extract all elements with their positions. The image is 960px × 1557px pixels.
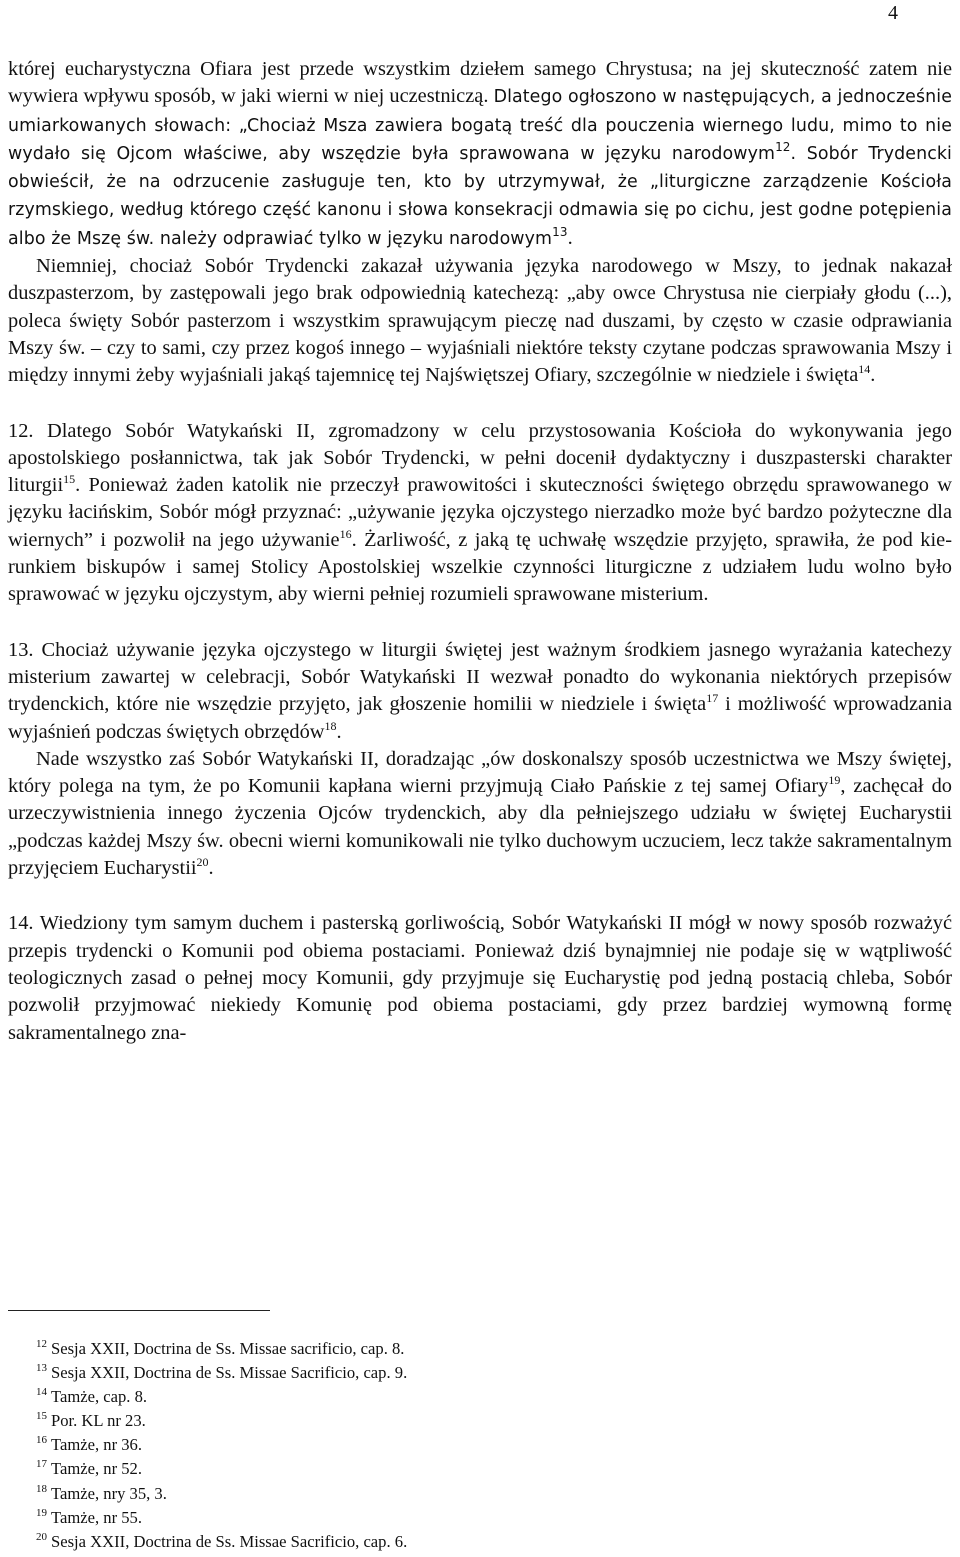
footnote-13	[36, 1361, 896, 1385]
paragraph-4-text-c: .	[336, 720, 342, 743]
footnote-19	[36, 1506, 896, 1530]
footnote-text: Tamże, nr 52.	[51, 1459, 142, 1479]
body-text	[8, 56, 952, 1047]
footnote-14	[36, 1385, 896, 1409]
footnote-ref-15: 15	[63, 472, 76, 487]
footnote-ref-16: 16	[339, 526, 352, 541]
footnote-ref-12: 12	[775, 139, 791, 154]
footnote-text: Tamże, cap. 8.	[51, 1387, 148, 1407]
footnote-15	[36, 1409, 896, 1433]
footnote-number: 12	[36, 1338, 47, 1350]
footnote-20	[36, 1530, 896, 1554]
paragraph-2-text-a: Niemniej, chociaż Sobór Trydencki zakazał używania języka narodowego w Mszy, to jednak nakazał duszpasterzom, by zastępowali jego brak odpowiednią katechezą: „aby owce Chrystusa nie cierpiały głodu (...), poleca święty Sobór pasterzom i wszystkim sprawującym pieczę nad duszami, by często w czasie odprawiania Mszy św. – czy to sami, czy przez kogoś innego – wyjaśniali niektóre teksty czytane podczas sprawowania Mszy i między innymi żeby wyjaśniali jakąś tajemnicę tej Najświętszej Ofiary, szczególnie w niedziele i święta	[8, 255, 952, 387]
paragraph-1-text-c: . Sobór Trydencki obwieścił, że na odrzucenie zasługuje ten, kto by utrzymywał, że „liturgiczne zarządzenie Kościoła rzymskiego, według którego część kanonu i słowa konsekracji odmawia się po cichu, jest godne potępienia albo że Mszę św. należy odprawiać tylko w języku narodowym	[8, 143, 952, 249]
footnote-number: 13	[36, 1362, 47, 1375]
footnotes	[36, 1337, 896, 1554]
paragraph-2-text-b: .	[870, 364, 876, 387]
page-number: 4	[888, 2, 898, 24]
footnote-ref-20: 20	[196, 855, 209, 870]
footnote-number: 19	[36, 1506, 47, 1519]
paragraph-3-text-a: 12. Dlatego Sobór Watykański II, zgromadzony w celu przystosowania Kościoła do wykonywania jego apostolskiego posłannictwa, tak jak Sobór Trydencki, w pełni docenił dydaktyczny i duszpasterski charakter liturgii	[8, 419, 952, 497]
paragraph-5-text-c: .	[208, 857, 214, 880]
footnote-18	[36, 1482, 896, 1506]
footnote-ref-18: 18	[324, 718, 337, 733]
footnote-ref-19: 19	[828, 773, 841, 788]
paragraph-3	[8, 418, 952, 609]
footnote-number: 20	[36, 1530, 47, 1543]
paragraph-1-text-d: .	[567, 226, 573, 249]
footnote-text: Sesja XXII, Doctrina de Ss. Missae Sacrificio, cap. 6.	[51, 1531, 408, 1551]
footnote-17	[36, 1457, 896, 1481]
footnote-text: Sesja XXII, Doctrina de Ss. Missae Sacrificio, cap. 9.	[51, 1363, 408, 1383]
footnote-ref-14: 14	[858, 362, 871, 377]
footnote-number: 16	[36, 1434, 47, 1447]
footnote-text: Por. KL nr 23.	[51, 1411, 146, 1431]
footnote-text: Sesja XXII, Doctrina de Ss. Missae sacrificio, cap. 8.	[51, 1339, 405, 1358]
footnote-12	[36, 1337, 896, 1361]
footnote-text: Tamże, nry 35, 3.	[51, 1483, 167, 1503]
footnote-text: Tamże, nr 36.	[51, 1435, 142, 1455]
footnote-number: 18	[36, 1482, 47, 1495]
paragraph-5-text-b: , zachęcał do urzeczywistnienia innego życzenia Ojców trydenckich, aby dla pełniejszego udziału w świętej Eucharystii „podczas każdej Mszy św. obecni wierni komunikowali nie tylko duchowym uczuciem, lecz także sakramentalnym przyjęciem Eucharystii	[8, 775, 952, 880]
paragraph-3-text-c: . Żarliwość, z jaką tę uchwałę wszędzie przyjęto, sprawiła, że pod kierunkiem biskupów i samej Stolicy Apostolskiej wszelkie czynności liturgiczne z udziałem ludu wolno było sprawować w języku ojczystym, aby wierni pełniej rozumieli sprawowane misterium.	[8, 528, 952, 606]
paragraph-6	[8, 910, 952, 1046]
footnote-text: Tamże, nr 55.	[51, 1507, 142, 1527]
paragraph-4-text-a: 13. Chociaż używanie języka ojczystego w liturgii świętej jest ważnym środkiem jasnego wyrażania katechezy misterium zawartej w celebracji, Sobór Watykański II wezwał ponadto do wykonania niektórych przepisów trydenckich, które nie wszędzie przyjęto, jak głoszenie homilii w niedziele i święta	[8, 638, 952, 716]
footnote-number: 17	[36, 1458, 47, 1471]
paragraph-1	[8, 56, 952, 253]
paragraph-1-text-b	[8, 87, 952, 248]
footnote-ref-17: 17	[706, 691, 719, 706]
paragraph-4	[8, 637, 952, 746]
footnote-ref-13: 13	[552, 224, 568, 239]
paragraph-1-text-a: której eucharystyczna Ofiara jest przede wszystkim dziełem samego Chrystusa; na jej skuteczność zatem nie wywiera wpływu sposób, w jaki wierni w niej uczestniczą.	[8, 58, 952, 108]
paragraph-6-text-a: 14. Wiedziony tym samym duchem i pasterską gorliwością, Sobór Watykański II mógł w nowy sposób rozważyć przepis trydencki o Komunii pod obiema postaciami. Ponieważ dziś bynajmniej nie podaje się w wątpliwość teologicznych zasad o pełnej mocy Komunii, gdy przyjmuje się Eucharystię pod jedną postacią chleba, Sobór pozwolił przyjmować niekiedy Komunię pod obiema postaciami, gdy przez bardziej wymowną formę sakramentalnego zna-	[8, 912, 952, 1044]
paragraph-5	[8, 746, 952, 882]
paragraph-2	[8, 253, 952, 389]
footnote-number: 15	[36, 1410, 47, 1423]
paragraph-5-text-a: Nade wszystko zaś Sobór Watykański II, doradzając „ów doskonalszy sposób uczestnictwa we Mszy świętej, który polega na tym, że po Komunii kapłana wierni przyjmują Ciało Pańskie z tej samej Ofiary	[8, 747, 952, 798]
paragraph-1-text-b-content: Dlatego ogłoszono w następujących, a jednocześnie umiarkowanych słowach: „Chociaż Msza zawiera bogatą treść dla pouczenia wiernego ludu, mimo to nie wydało się Ojcom właściwe, aby wszędzie była sprawowana w języku narodowym	[8, 87, 952, 164]
footnote-separator	[8, 1310, 270, 1311]
footnote-16	[36, 1433, 896, 1457]
paragraph-4-text-b: i możliwość wprowadzania wyjaśnień podczas świętych obrzędów	[8, 693, 952, 743]
footnote-number: 14	[36, 1386, 47, 1399]
paragraph-3-text-b: . Ponieważ żaden katolik nie przeczył prawowitości i skuteczności świętego obrzędu sprawowanego w języku łacińskim, Sobór mógł przyznać: „używanie języka ojczystego nierzadko może być bardzo pożyteczne dla wiernych” i pozwolił na jego używanie	[8, 474, 952, 551]
